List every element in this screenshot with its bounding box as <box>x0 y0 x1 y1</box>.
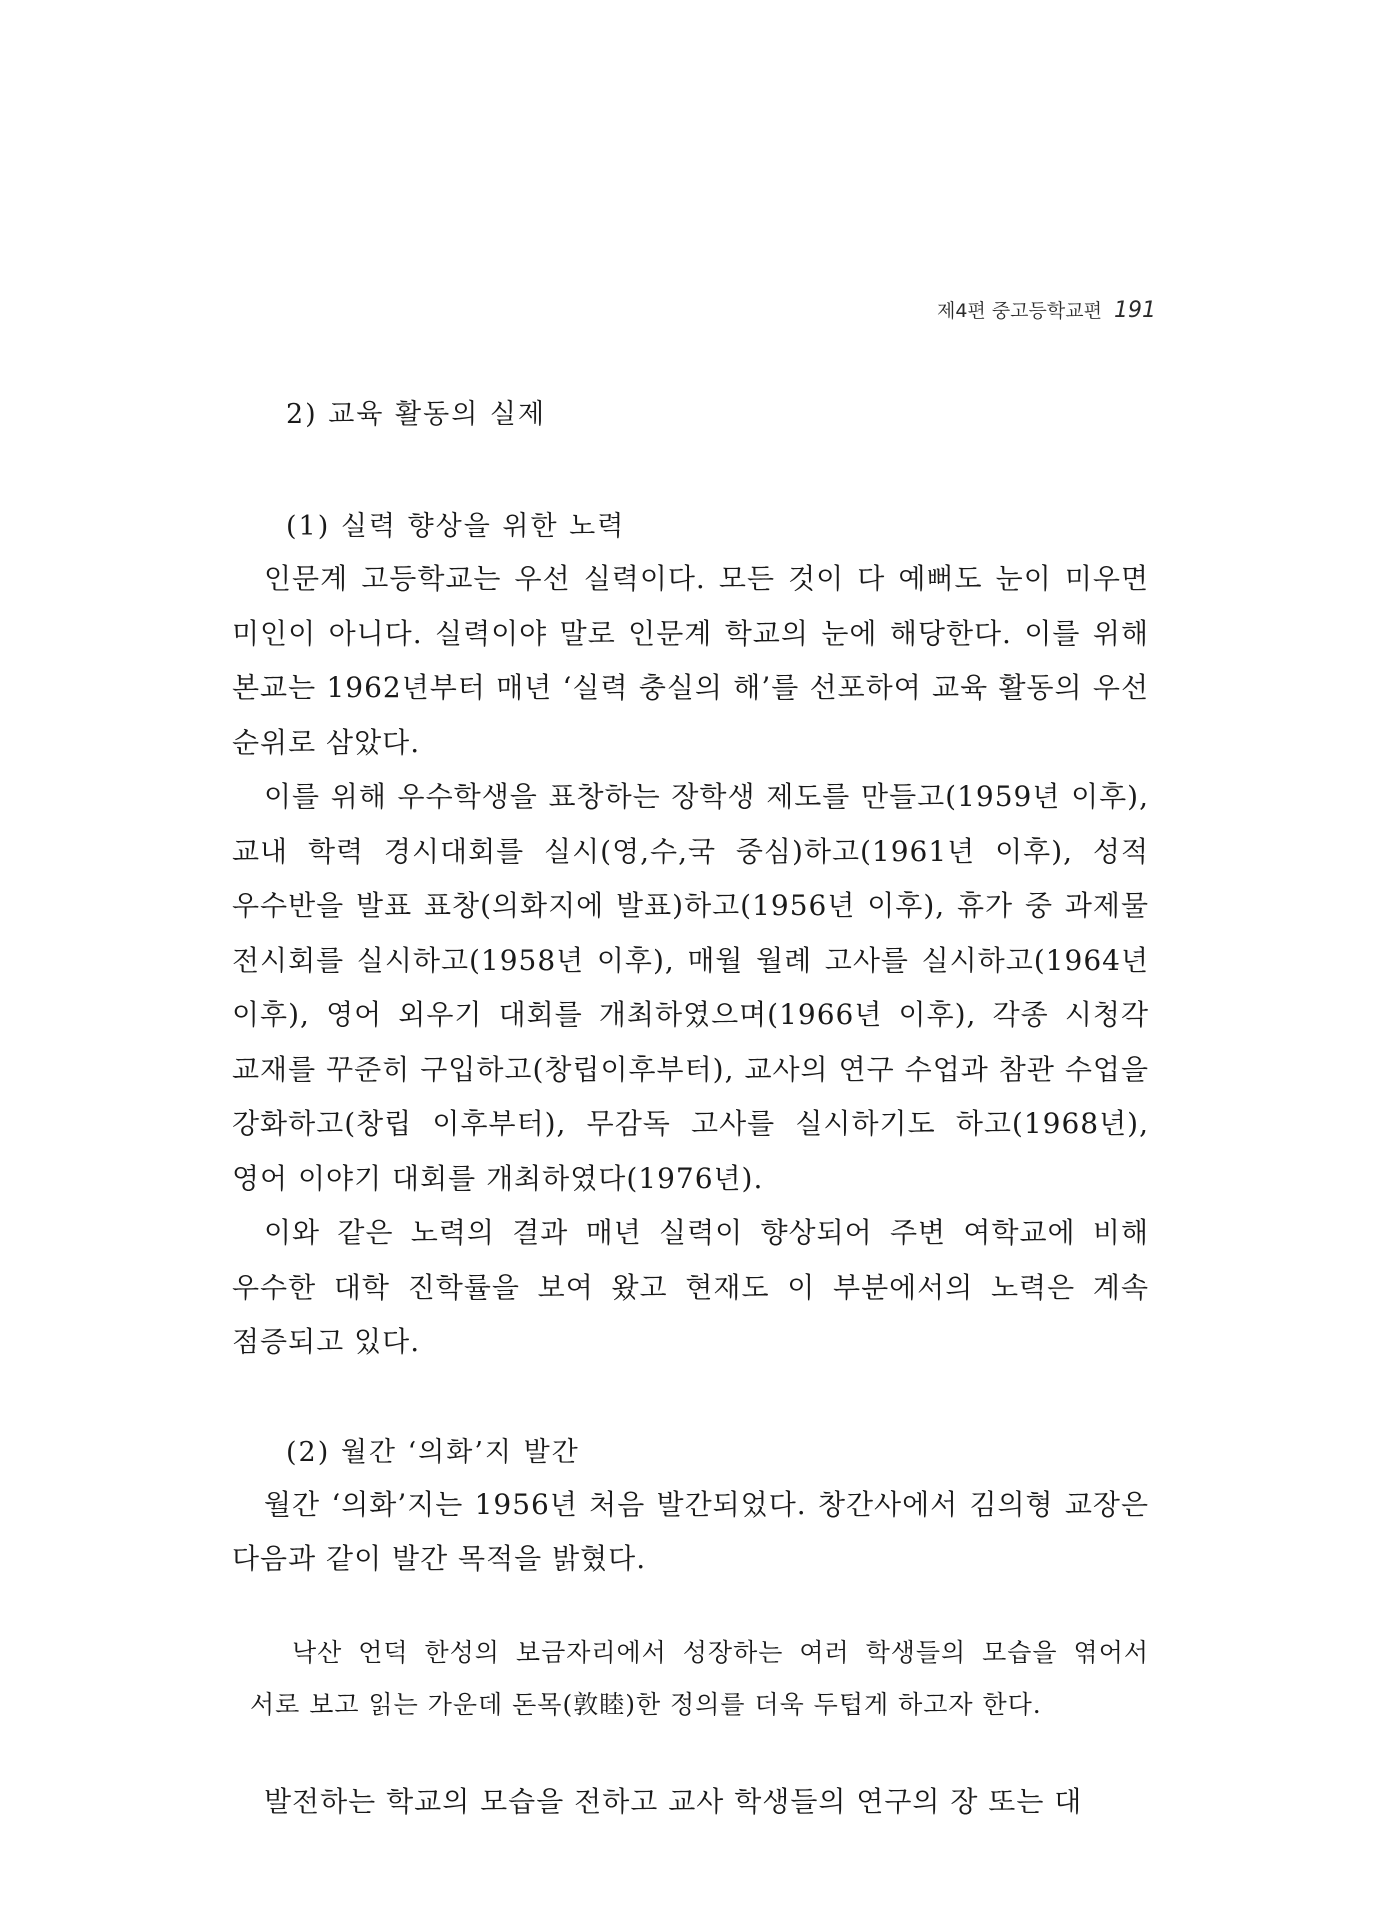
paragraph: 이와 같은 노력의 결과 매년 실력이 향상되어 주변 여학교에 비해 우수한 대학 진학률을 보여 왔고 현재도 이 부분에서의 노력은 계속 점증되고 있다. <box>232 1216 1149 1358</box>
paragraph: 이를 위해 우수학생을 표창하는 장학생 제도를 만들고(1959년 이후), 교내 학력 경시대회를 실시(영,수,국 중심)하고(1961년 이후), 성적 우수반을 발표 표창(의화지에 발표)하고(1956년 이후), 휴가 중 과제물 전시회를 실시하고(1958년 이후), 매월 월례 고사를 실시하고(1964년 이후), 영어 외우기 대회를 개최하였으며(1966년 이후), 각종 시청각 교재를 꾸준히 구입하고(창립이후부터), 교사의 연구 수업과 참관 수업을 강화하고(창립 이후부터), 무감독 고사를 실시하기도 하고(1968년), 영어 이야기 대회를 개최하였다(1976년). <box>232 780 1149 1195</box>
page-number: 191 <box>1114 298 1156 323</box>
paragraph-continued: 발전하는 학교의 모습을 전하고 교사 학생들의 연구의 장 또는 대 <box>264 1784 1083 1818</box>
running-header <box>937 296 1156 323</box>
running-title: 제4편 중고등학교편 <box>936 300 1102 322</box>
section-heading: 2) 교육 활동의 실제 <box>286 399 547 430</box>
paragraph: 월간 ‘의화’지는 1956년 처음 발간되었다. 창간사에서 김의형 교장은 다음과 같이 발간 목적을 밝혔다. <box>232 1487 1149 1575</box>
page-body <box>232 390 1149 1829</box>
paragraph: 인문계 고등학교는 우선 실력이다. 모든 것이 다 예뻐도 눈이 미우면 미인이 아니다. 실력이야 말로 인문계 학교의 눈에 해당한다. 이를 위해 본교는 1962년부터 매년 ‘실력 충실의 해’를 선포하여 교육 활동의 우선 순위로 삼았다. <box>232 562 1149 759</box>
subsection-heading-1: (1) 실력 향상을 위한 노력 <box>286 511 626 542</box>
block-quote: 낙산 언덕 한성의 보금자리에서 성장하는 여러 학생들의 모습을 엮어서 서로 보고 읽는 가운데 돈목(敦睦)한 정의를 더욱 두텁게 하고자 한다. <box>250 1637 1149 1719</box>
subsection-heading-2: (2) 월간 ‘의화’지 발간 <box>286 1436 580 1468</box>
